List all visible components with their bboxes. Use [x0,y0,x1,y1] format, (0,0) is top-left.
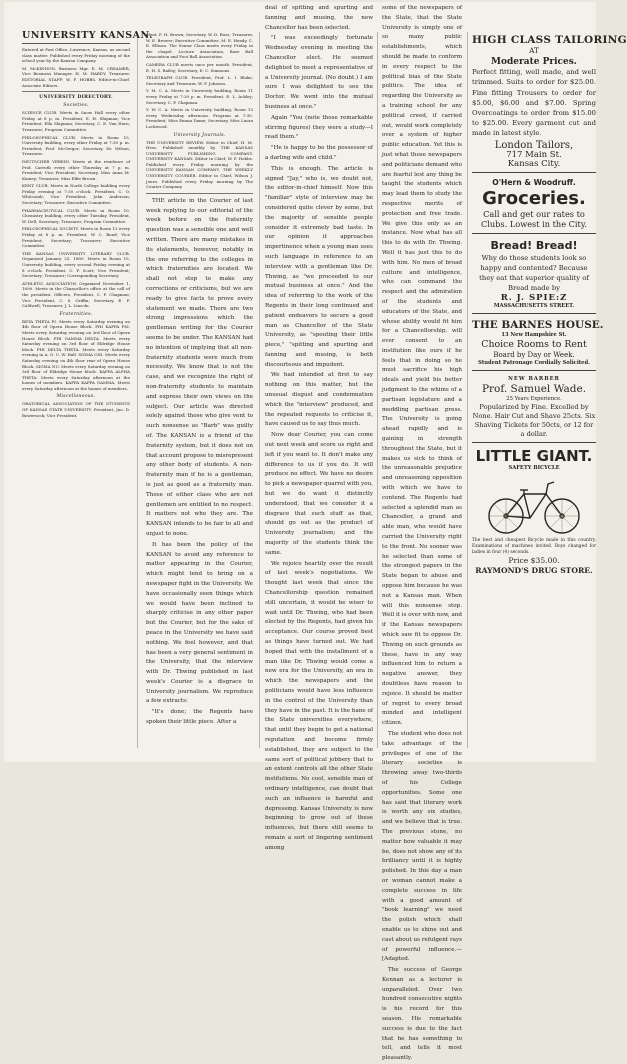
editorial-paragraph: We had intended at first to say nothing on this matter, but the unusual disgust and condemnation which the "interview" produced, and the repeated requests to criticise it, have caused us to say thus much. [265,372,373,428]
bread-body: Why do those students look so happy and contented? Because they eat that superior quality of Bread made by [479,253,589,292]
divider [146,193,253,194]
editorial-paragraph: This is enough. The article is signed "Jay," who is, we doubt not, the editor-in-chief himself. Now this "familiar" style of interview may be considered quite clever by some, but the majority of sensible people consider it extremely bad taste. In our opinion it approaches impertinence when a young man uses such language in reference to an interview with a gentleman like Dr. Thwing, as "we proceeded to our mutual business at once." And the idea of referring to the work of the Regents in their long continued and patient endeavors to secure a good man as Chancellor of the State University, as "spouting their little piece," "spitting and spurting and fanning and musing, is both discourteous and impudent. [265,165,373,368]
grocery-headline: Groceries. [482,187,586,209]
newspaper-page [4,2,627,1062]
barnes-board: Board by Day or Week. [493,351,575,360]
ymca-entry: Y. M. C. A. Meets in University building, Room 11 every Friday at 7:30 p. m. President, E. L. Ackley; Secretary, C. P. Chapman. [146,88,253,105]
barber-note: 25 Years Experience. [506,396,562,403]
tailor-headline: HIGH CLASS TAILORING [472,34,627,46]
tailor-name: London Tailors, [494,139,574,151]
column-2 [146,32,253,757]
directory-section: Societies. [63,103,89,109]
tailor-at: AT [529,46,539,55]
editorial-paragraph: THE article in the Courier of last week replying to our editorial of the week before on the fraternity question was a sensible one and well written. There are many mistakes in its statements, however, notably in the one referring to the colleges in which fraternities are located. We shall not stop to make any corrections or criticisms, but we are ready to give facts to prove every statement we made. There are two strong impressions which the gentleman writing for the Courier seems to be under. The KANSAN had no intention of implying that all non-fraternity students were much from necessity. We know that is not the case, and we recognize the right of non-fraternity students to maintain and express their own views on the subject. Our article was directed solely against those who give vent to such nonsense as "Barb" was guilty of. The KANSAN is a friend of the fraternity system, but it does not on that account propose to misrepresent any other body of students. A non-fraternity man if he is a gentleman, is just as good as a fraternity man. Those of either class who are not gentlemen are entitled to no respect. It matters not who they are. The KANSAN intends to be fair to all and unjust to none. [146,197,253,537]
directory-entry: DEUTSCHER VEREIN. Meets at the residence of Prof. Carruth every other Thursday at 7 p. m. President; Vice President; Secretary, Miss Anna M. Kinney; Treasurer, Miss Elfie Brown. [22,158,130,181]
journals-title: University Journals. [173,132,226,138]
editorial-paragraph: "He is happy to be the possessor of a darling wife and child." [265,145,373,161]
bicycle-ad [472,446,596,578]
editorial-paragraph: "I was exceedingly fortunate Wednesday evening in meeting the Chancellor elect. He seemed delighted to meet a representative of a University journal. (No doubt.) I am sure I was delighted to see the Doctor. We went into the mutual business at once." [265,35,373,110]
ywca-entry: Y. W. C. A. Meets in University building, Room 15 every Wednesday afternoon. Program at 7:30. President, Miss Emma Dame; Secretary, Miss Laura Lockwood. [146,107,253,129]
bicycle-body: The best and cheapest Bicycle made in this country. Examinations of machines invited. Boys changed for ladies in four (4) seconds. [472,538,596,555]
bread-address: MASSACHUSETTS STREET. [493,303,575,310]
barber-headline: NEW BARBER [508,376,560,383]
barber-body: Popularized by Fine. Excelled by None. Hair Cut and Shave 25cts. Six Shaving Tickets for 50cts, or 12 for a dollar. [472,403,596,439]
bread-ad [472,237,596,315]
directory-entry: PHILOSOPHICAL CLUB. Meets in Room 15, University building, every other Friday at 7:30 p. m. President, Prof. McGregor; Secretary, Dr. Wilson; Treasurer. [22,134,130,157]
bicycle-illustration [484,474,584,538]
directory-entry: PHILOSOPHICAL SOCIETY. Meets in Room 13 every Friday at 8 p. m. President, W. C. Bond; Vice President; Secretary; Treasurer; Executive Committee. [22,226,130,249]
directory-entry: PHARMACEUTICAL CLUB. Meets in Room 10, Chemistry building, every other Tuesday. President, W. Dell; Secretary; Treasurer; Program Committee. [22,207,130,224]
tailor-prices: Moderate Prices. [491,56,577,67]
fraternities-title: Fraternities. [59,311,93,317]
column-rule [467,32,468,748]
directory-entry: ident, F. H. Brown; Secretary, W. D. Ross; Treasurer, W. E. Brewer; Executive Committee, M. E. Hendy, C. E. Ellison. The Senior Class meets every Friday in the chapel. Lecture Association, Base Ball Association and Foot Ball Association. [146,32,253,60]
editorial-paragraph: Now dear Courier, you can come out next week and score us right and left if you want to. It don't make any difference to us if you do. It will produce no effect. We have no desire to pick a newspaper quarrel with you, but we do want it distinctly understood, that we consider it a disgrace that such stuff as that, should go out as the product of University journalism; and the majority of the students think the same. [265,432,373,556]
barber-ad [472,374,596,443]
tailor-ad [472,32,627,173]
barnes-note: Student Patronage Cordially Solicited. [478,360,590,367]
editorial-paragraph: We rejoice heartily over the result of last week's negotiations. We thought last week that since the Chancellorship question remained still uncertain, it would be wiser to wait until Dr. Thwing, who had been elected by the Regents, had given his acceptance. Our course proved best as things have turned out. We had hoped that with the installment of a man like Dr. Thwing would come a new era for the University, an era in which the newspapers and the politicians would have less influence in the control of the University than they have in the past. It is the bane of the State universities everywhere, that until they begin to get a national reputation and become firmly established, they are subject to the same sort of political jobbery that to an extent controls all the other State institutions. No cool, sensible man of ordinary intelligence, can doubt that such an influence is harmful and depressing. Kansas University is now beginning to grow out of these influences, but there still seems to remain a sort of lingering sentiment among [265,560,373,851]
column-rule [259,32,260,748]
divider [22,91,130,92]
directory-entry: TELEGRAPH CLUB. President, Prof. L. I. Blake; Secretary and Treasurer, W. F. Johnson. [146,75,253,86]
editorial-paragraph: deal of spitting and spurting and fanning and musing, the new Chancellor has been selected. [265,5,373,31]
directory-entry: CAMERA CLUB meets once per month. President, E. H. S. Bailey; Secretary, E. C. Simmons. [146,61,253,73]
editorial-paragraph: It has been the policy of the KANSAN to avoid any reference to matter appearing in the Courier, which might tend to bring on a newspaper fight in the University. We have occasionally seen things which we would have been inclined to sharply criticise in any other paper but the Courier, but for the sake of peace in the University we have said nothing. We feel however, and that has been a very general sentiment in the University, that the interview with Dr. Thwing published in last week's Courier is a disgrace to University journalism. We reproduce a few extracts: [146,541,253,705]
editorial-paragraph: Again "You (note those remarkable stirring figures) they were a study—I read them." [265,114,373,141]
column-3 [265,4,373,851]
misc-title: Miscellaneous. [56,394,96,400]
tailor-address: 717 Main St. [506,150,562,161]
bicycle-headline: LITTLE GIANT. [475,447,593,466]
column-rule [137,32,138,748]
column-1 [22,30,153,420]
staff-list: M. McKINNON, Business Mgr. E. M. CREAMER, Vice Business Manager. H. M. HARDY, Treasurer. EDITORIAL STAFF: W. F. HOBBS, Editor-in-Chief. Associate Editors. [22,65,130,88]
bicycle-subhead: SAFETY BICYCLE [508,465,560,472]
directory-entry: SCIENCE CLUB. Meets in Snow Hall every other Friday at 8 p. m. President, E. H. Shipman; Vice President, Ella Shipman; Secretary, C. E. Van Horn; Treasurer; Program Committee. [22,110,130,132]
misc-entry: ORATORICAL ASSOCIATION OF THE STUDENTS OF KANSAS STATE UNIVERSITY. President, Jno. D. Bowersock; Vice President. [22,401,130,418]
editorial-paragraph: The student who does not take advantage of the privileges of one of the literary societies is throwing away two-thirds of his College opportunities. Some one has said that literary work is worth any six studies, and we believe that is true. The previous stone, no matter how valuable it may be, does not show any of its brilliancy until it is highly polished. In this day a man or woman cannot make a complete success in life with a good amount of "book learning" we need the polish which shall enable us to shine out and cast about us refulgent rays of powerful influence.—[Adapted. [382,730,462,963]
grocery-firm: O'Hern & Woodruff. [492,178,576,188]
column-4 [382,4,462,1062]
masthead-title: UNIVERSITY KANSAN. [22,30,130,44]
directory-entry: ATHLETIC ASSOCIATION. Organized November 1, 1890. Meets in the Chancellor's office at the call of the president. Officers, President, C. F. Chapman; Vice President, C. S. Griffin; Secretary, E. F. Caldwell; Treasurer, J. L. Lincoln. [22,280,130,309]
masthead-intro: Entered at Post Office, Lawrence, Kansas, as second class matter. Published every Friday morning of the school year by the Kansan Company. [22,47,130,64]
barber-name: Prof. Samuel Wade. [481,383,587,396]
tailor-city: Kansas City. [507,159,561,170]
column-rule [377,32,378,748]
bicycle-price: Price $35.00. [508,555,560,565]
bread-headline: Bread! Bread! [490,238,578,252]
bicycle-store: RAYMOND'S DRUG STORE. [475,566,593,576]
editorial-paragraph: some of the newspapers of the State, that the State University is simply one of so many public establishments, which should be made to conform in every respect to the political bias of the State politics. The idea of regarding the University as a training school for any political creed, if carried out, would work completely over a system of higher public education. Yet this is just what those newspapers and politicians demand who are fearful lest any thing be taught the students which may lead them to study the respective merits of protection and free trade. We give this only as an instance. Now what has all this to do with Dr. Thwing. Well it has just this to do with him. No men of broad culture and intelligence, who can command the respect and the admiration of the students and educators of the State, and whose ability would fit him for a Chancellorship, will ever consent to an institution like ours if he feels that in doing so he must sacrifice his high ideals and yield his better judgment to the whims of a partisan legislature and a meddling partisan press. The University is going ahead rapidly and is gaining in strength throughout the State, but it makes us sick to think of the unreasonable prejudice and unreasoning opposition with which we have to contend. The Regents had selected a splendid man as Chancellor, a grand and able man, who would have carried the University right to the front. No sooner was he selected than some of the strongest papers in the State began to abuse and oppose him because he was not a Kansas man. When will this nonsense stop. Well it is over with now, and if the Kansas newspapers which saw fit to oppose Dr. Thwing on such grounds as these, have in any way influenced him to return a negative answer, they doubtless have reason to rejoice. It should be matter of regret to every broad minded and intelligent citizen. [382,5,462,727]
bread-baker: R. J. SPIE:Z [500,292,568,303]
tailor-body: Perfect fitting, well made, and well trimmed. Suits to order for $25.00. Fine fitting Trousers to order for $5.00, $6.00 and $7.00. Spring Overcoatings to order from $15.00 to $25.00. Every garment cut and made in latest style. [472,68,596,138]
barnes-address: 13 New Hampshire St. [501,332,567,339]
editorial-paragraph: "It's done; the Regents have spoken their little piece. After a [146,709,253,726]
barnes-rooms: Choice Rooms to Rent [481,339,587,351]
directory-title: UNIVERSITY DIRECTORY. [39,95,113,101]
directory-entry: KENT CLUB. Meets in North College building every Friday evening at 7:30 o'clock. President, C. O. Whitcomb; Vice President, John Anderson; Secretary; Treasurer; Executive Committee. [22,183,130,206]
barnes-headline: THE BARNES HOUSE. [472,319,604,332]
grocery-body: Call and get our rates to Clubs. Lowest in the City. [481,208,587,230]
directory-entry: THE KANSAS UNIVERSITY LITERARY CLUB. Organized January 25, 1889. Meets in Room 15, University building, every second Friday evening at 8 o'clock. President, C. F. Scott; Vice President; Secretary; Treasurer; Corresponding Secretary. [22,250,130,279]
journals-list: THE UNIVERSITY REVIEW. Editor in Chief, H. M. Hess. Published monthly by THE KANSAS UNIVERSITY PUBLISHING COMPANY. UNIVERSITY KANSAN. Editor in Chief, W. F. Hobbs. Published every Friday morning by the UNIVERSITY KANSAN COMPANY. THE WEEKLY UNIVERSITY COURIER. Editor in Chief, Wilson J. Jones. Published every Friday morning by The Courier Company. [146,139,253,190]
fraternities-list: BETA THETA PI. Meets every Saturday evening on 4th floor of Opera House Block. PHI KAPPA PSI. Meets every Saturday evening on 3rd floor of Opera House Block. PHI GAMMA DELTA. Meets every Saturday evening on 3rd floor of Eldridge House block. PHI DELTA THETA. Meets every Saturday evening in A. O. U. W. Hall. SIGMA CHI. Meets every Saturday evening on 4th floor rear of Opera House Block. SIGMA NU. Meets every Saturday evening on 3rd floor of Eldridge House block. KAPPA ALPHA THETA. Meets every Saturday afternoon at the homes of members. KAPPA KAPPA GAMMA. Meets every Saturday afternoon at the homes of members. [22,318,130,391]
ads-column [472,32,627,581]
barnes-ad [472,317,604,371]
editorial-paragraph: The success of George Kennan as a lecturer is unparalleled. Over two hundred consecutive nights is his record for this season. His remarkable success is due to the fact that he has something to tell, and tells it most pleasantly. [382,967,462,1062]
grocery-ad [472,176,596,234]
